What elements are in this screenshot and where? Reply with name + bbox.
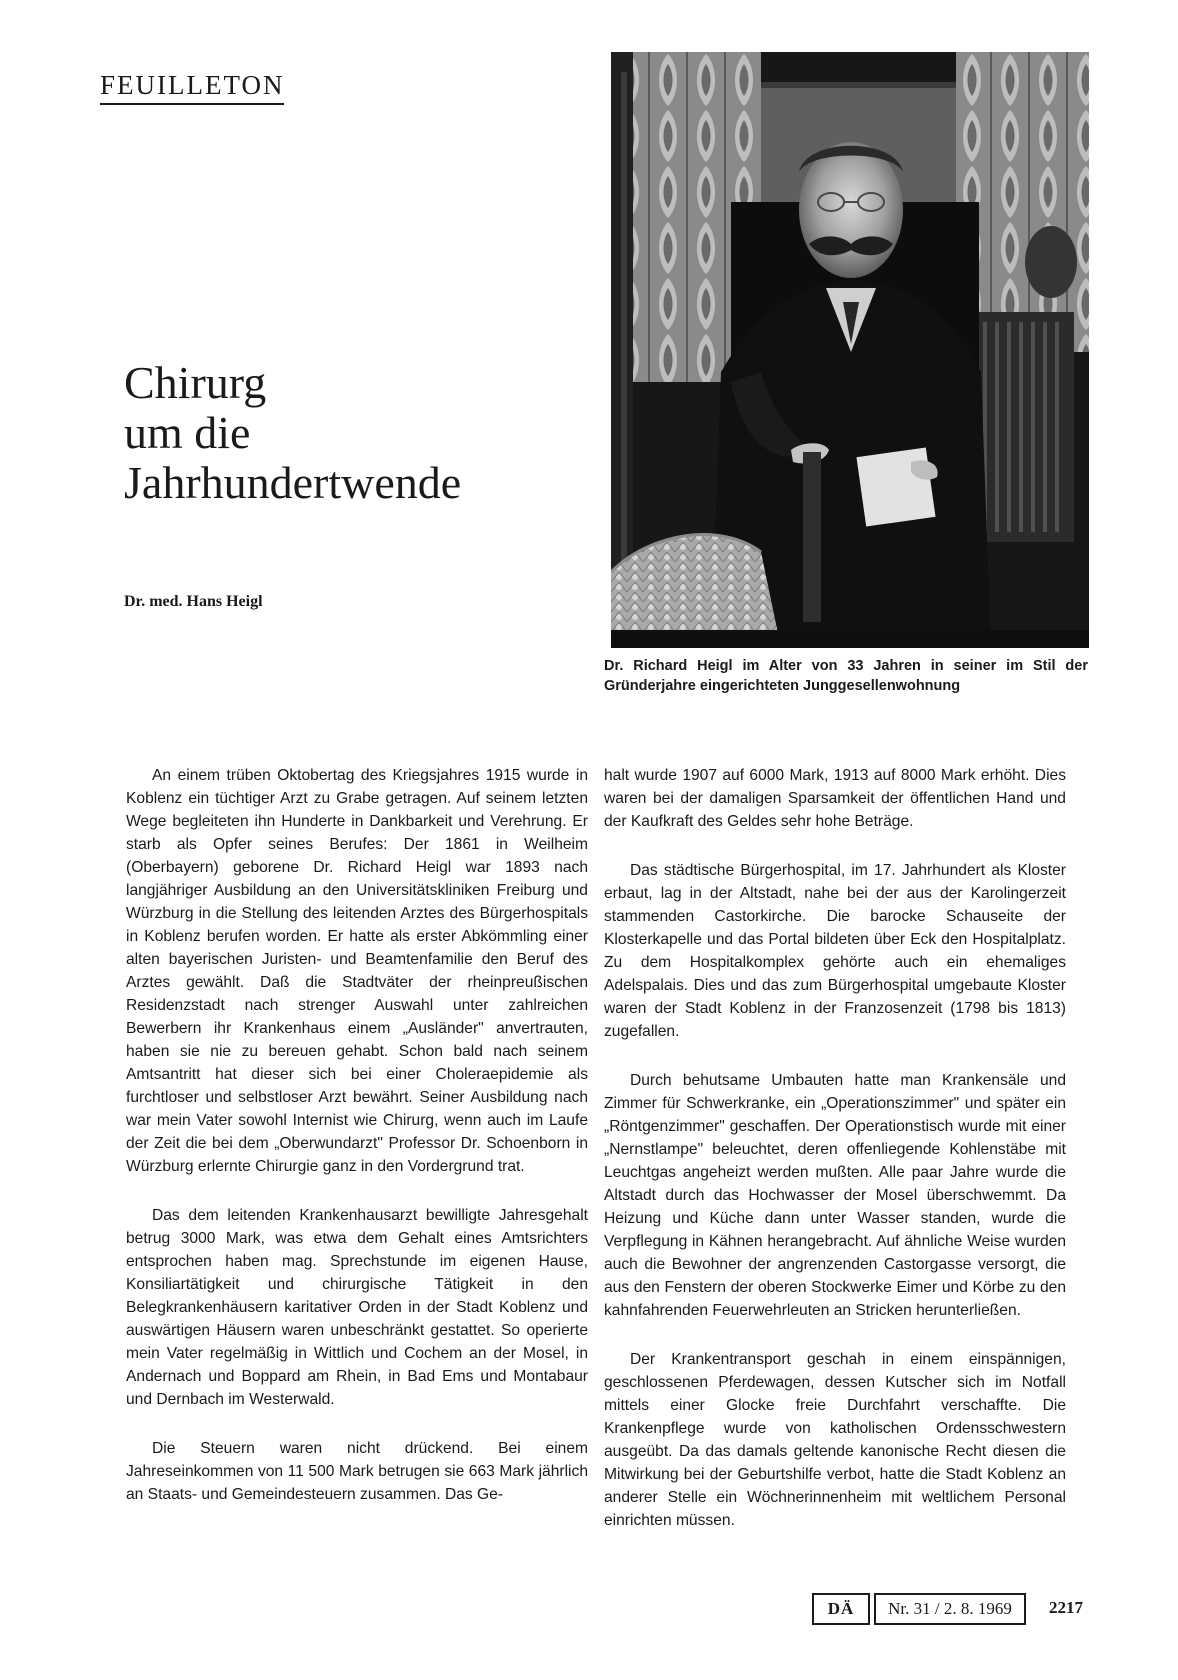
title-line: Jahrhundertwende [124,457,462,508]
body-paragraph: Die Steuern waren nicht drückend. Bei einem Jahreseinkommen von 11 500 Mark betrugen sie 663 Mark jährlich an Staats- und Gemeindesteuern zusammen. Das Ge- [126,1440,588,1503]
portrait-photo [611,52,1089,648]
article-title [124,358,564,508]
body-paragraph: Das dem leitenden Krankenhausarzt bewilligte Jahresgehalt betrug 3000 Mark, was etwa dem Gehalt eines Amtsrichters entsprochen haben mag. Sprechstunde im eigenen Hause, Konsiliartätigkeit und chirurgische Tätigkeit in den Belegkrankenhäusern karitativer Orden in der Stadt Koblenz und auswärtigen Häusern waren unbeschränkt gestattet. So operierte mein Vater regelmäßig in Wittlich und Cochem an der Mosel, in Andernach und Boppard am Rhein, in Bad Ems und Montabaur und Dernbach im Westerwald. [126,1207,588,1408]
photo-caption: Dr. Richard Heigl im Alter von 33 Jahren in seiner im Stil der Gründerjahre eingerichteten Junggesellenwohnung [604,658,1088,694]
body-paragraph: An einem trüben Oktobertag des Kriegsjahres 1915 wurde in Koblenz ein tüchtiger Arzt zu Grabe getragen. Auf seinem letzten Wege begleiteten ihn Hunderte in Dankbarkeit und Verehrung. Er starb als Opfer seines Berufes: Der 1861 in Weilheim (Oberbayern) geborene Dr. Richard Heigl war 1893 nach langjähriger Ausbildung an den Universitätskliniken Freiburg und Würzburg in die Stellung des leitenden Arztes des Bürgerhospitals in Koblenz berufen worden. Er hatte als erster Abkömmling einer alten bayerischen Juristen- und Beamtenfamilie den Beruf des Arztes gewählt. Daß die Stadtväter der rheinpreußischen Residenzstadt nach strenger Auswahl unter zahlreichen Bewerbern ihr Krankenhaus einem „Ausländer" anvertrauten, haben sie nie zu bereuen gehabt. Schon bald nach seinem Amtsantritt hat dieser sich bei einer Choleraepidemie als furchtloser und selbstloser Arzt bewährt. Seiner Ausbildung nach war mein Vater sowohl Internist wie Chirurg, wenn auch im Laufe der Zeit die bei dem „Oberwundarzt" Professor Dr. Schoenborn in Würzburg erlernte Chirurgie ganz in den Vordergrund trat. [126,767,588,1175]
body-paragraph: halt wurde 1907 auf 6000 Mark, 1913 auf 8000 Mark erhöht. Dies waren bei der damaligen Sparsamkeit der öffentlichen Hand und der Kaufkraft des Geldes sehr hohe Beträge. [604,767,1066,830]
author-byline: Dr. med. Hans Heigl [124,593,263,610]
title-line: um die [124,407,251,458]
section-label: FEUILLETON [100,70,284,105]
title-line: Chirurg [124,357,267,408]
article-column-left [126,764,588,1532]
page-number: 2217 [1049,1598,1083,1617]
issue-info: Nr. 31 / 2. 8. 1969 [874,1593,1026,1625]
journal-logo: DÄ [812,1593,870,1625]
body-paragraph: Durch behutsame Umbauten hatte man Krankensäle und Zimmer für Schwerkranke, ein „Operationszimmer" und später ein „Röntgenzimmer" geschaffen. Der Operationstisch wurde mit einer „Nernstlampe" beleuchtet, deren offenliegende Kohlenstäbe mit Leuchtgas angeheizt werden mußten. Alle paar Jahre wurde die Altstadt durch das Hochwasser der Mosel überschwemmt. Da Heizung und Küche dann unter Wasser standen, wurde die Verpflegung in Kähnen herangebracht. Auf ähnliche Weise wurden auch die Bewohner der angrenzenden Castorgasse versorgt, die aus den Fenstern der oberen Stockwerke Eimer und Körbe zu den kahnfahrenden Feuerwehrleuten an Stricken herunterließen. [604,1072,1066,1319]
article-column-right [604,764,1066,1558]
body-paragraph: Der Krankentransport geschah in einem einspännigen, geschlossenen Pferdewagen, dessen Kutscher sich im Notfall mittels einer Glocke freie Durchfahrt verschaffte. Die Krankenpflege wurde von katholischen Ordensschwestern ausgeübt. Da das damals geltende kanonische Recht diesen die Mitwirkung bei der Geburtshilfe verbot, hatte die Stadt Koblenz an anderer Stelle ein Wöchnerinnenheim mit weltlichem Personal einrichten müssen. [604,1351,1066,1529]
body-paragraph: Das städtische Bürgerhospital, im 17. Jahrhundert als Kloster erbaut, lag in der Altstadt, nahe bei der aus der Karolingerzeit stammenden Castorkirche. Die barocke Schauseite der Klosterkapelle und das Portal bildeten über Eck den Hospitalplatz. Zu dem Hospitalkomplex gehörte auch ein ehemaliges Adelspalais. Dies und das zum Bürgerhospital umgebaute Kloster waren der Stadt Koblenz in der Franzosenzeit (1798 bis 1813) zugefallen. [604,862,1066,1040]
